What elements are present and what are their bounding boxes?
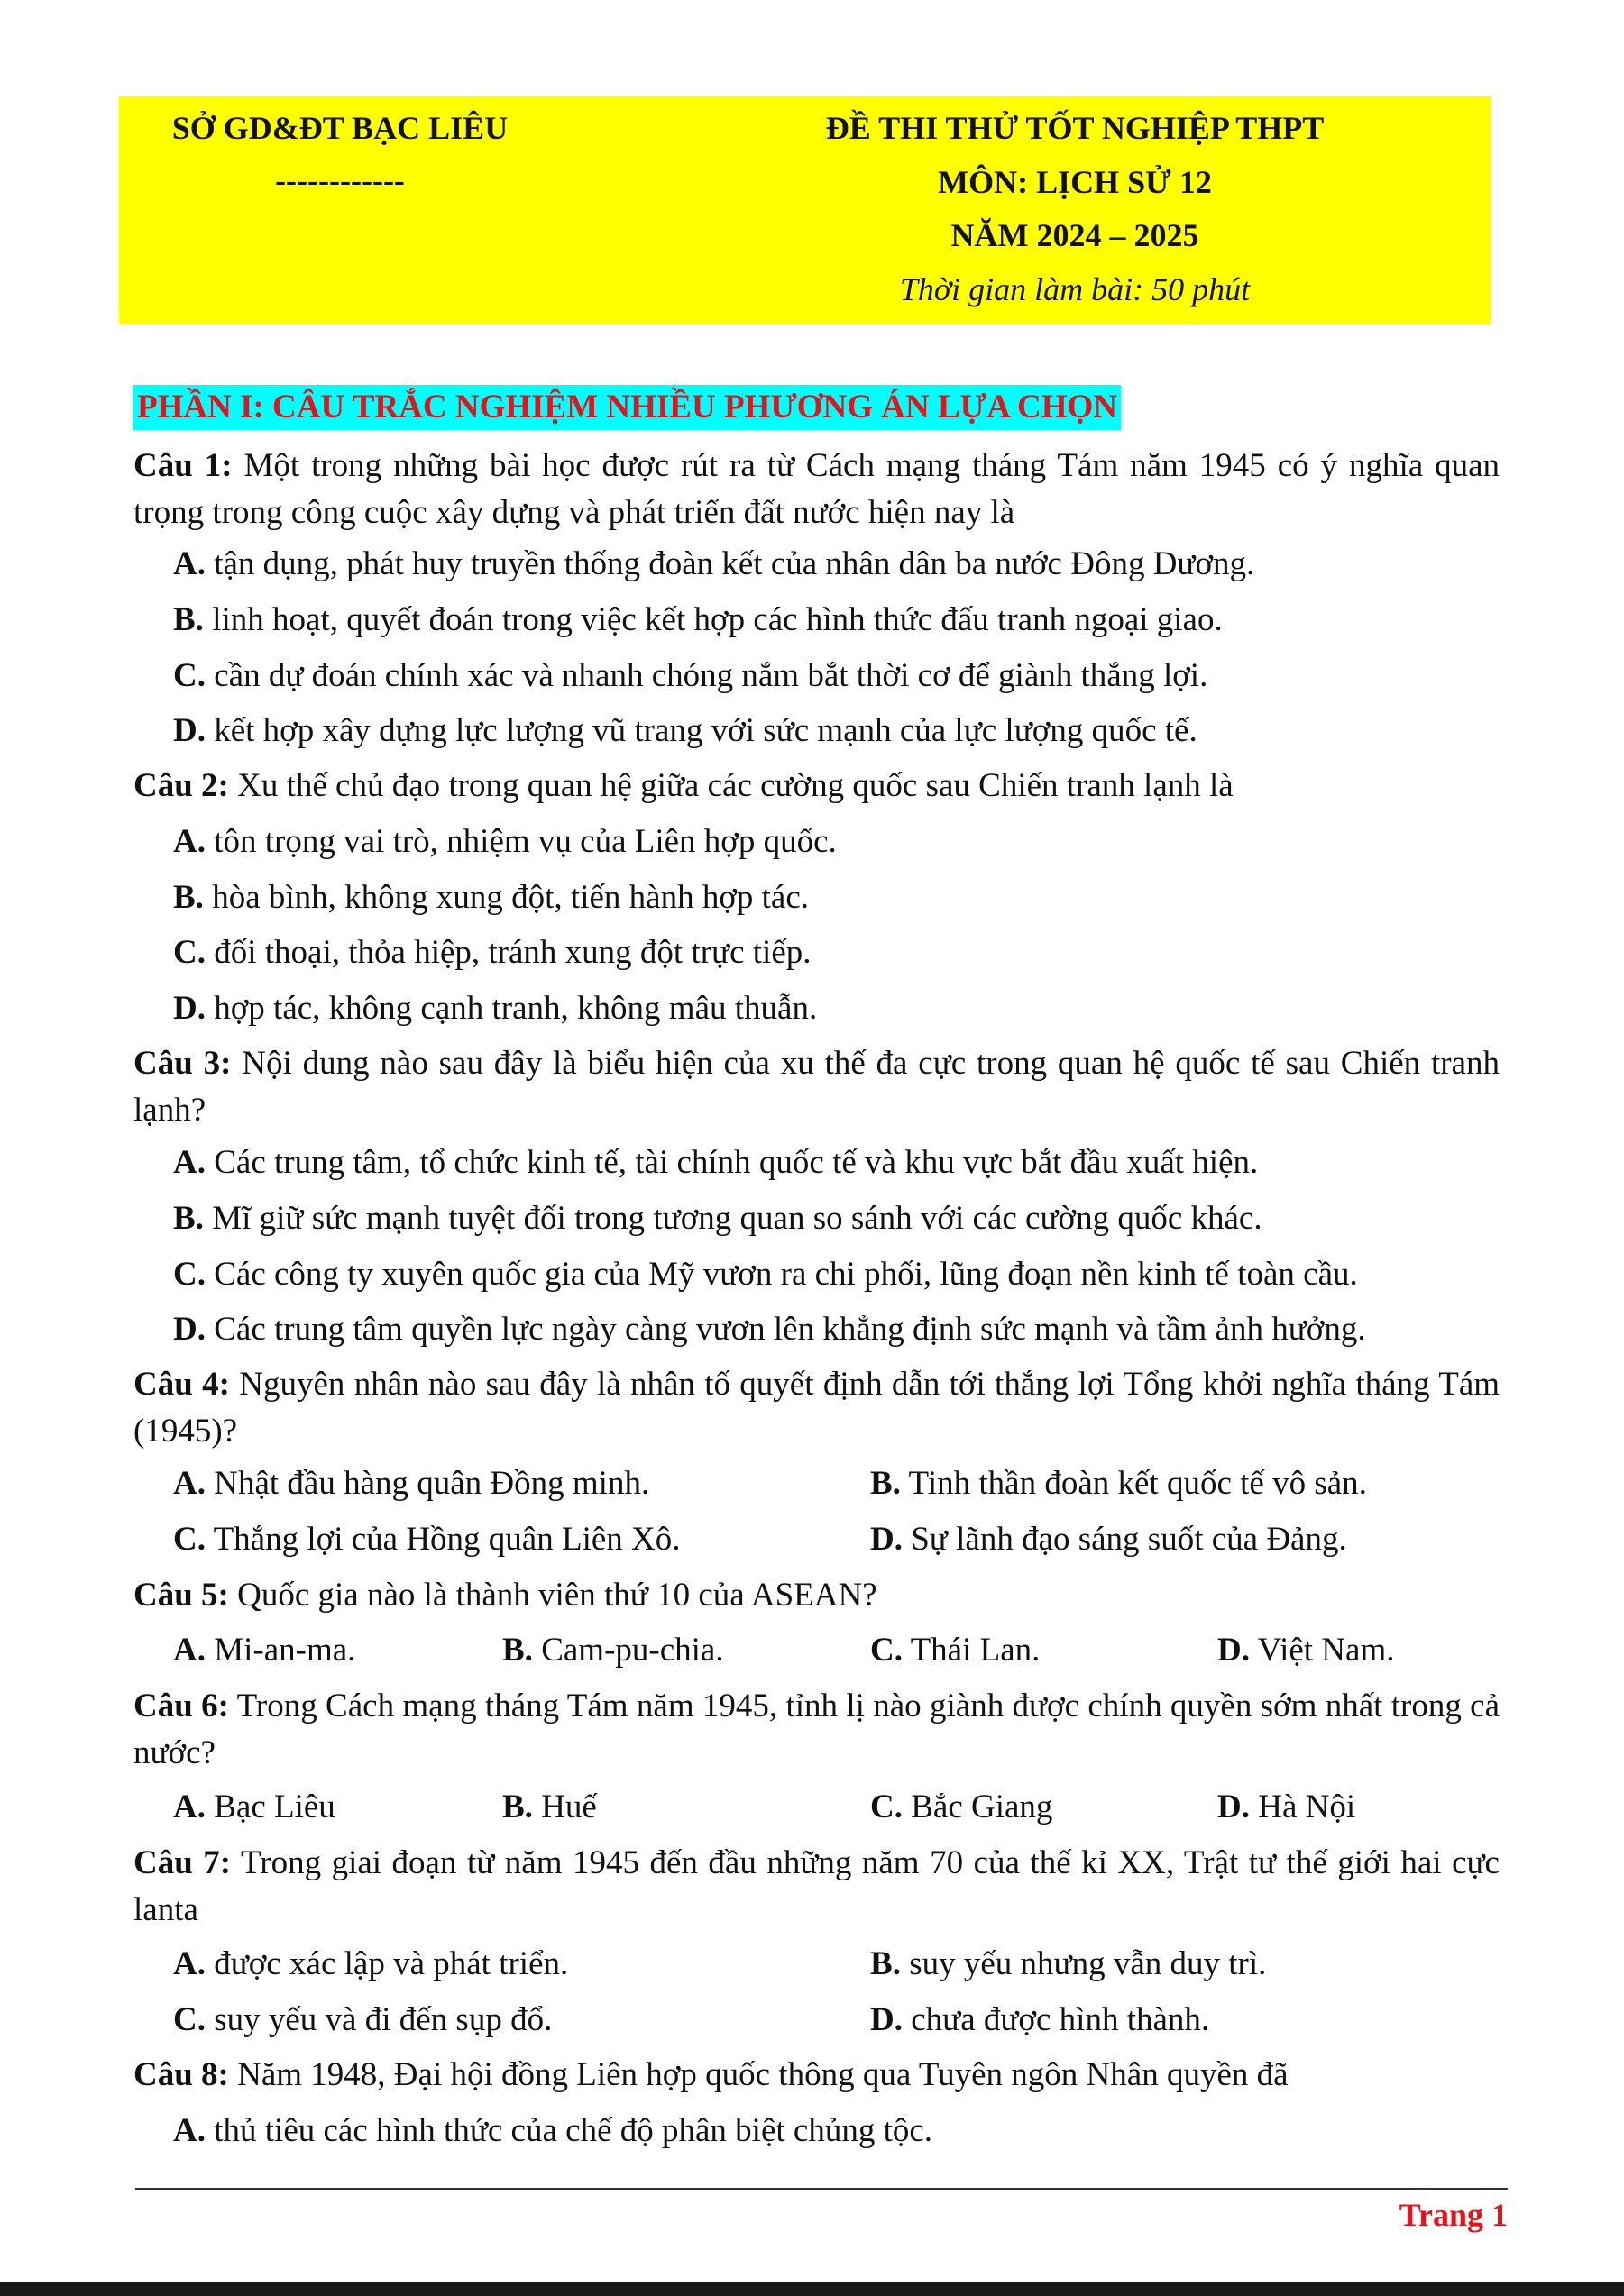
exam-year: NĂM 2024 – 2025: [950, 217, 1199, 253]
option-4c: C. Thắng lợi của Hồng quân Liên Xô.: [173, 1521, 681, 1558]
question-label: Câu 6:: [133, 1688, 229, 1724]
question-2: [133, 763, 1500, 810]
window-bottom-edge: [0, 2282, 1624, 2296]
question-text: Xu thế chủ đạo trong quan hệ giữa các cường quốc sau Chiến tranh lạnh là: [237, 767, 1234, 804]
option-7a: A. được xác lập và phát triển.: [173, 1945, 569, 1982]
question-text: Trong giai đoạn từ năm 1945 đến đầu những năm 70 của thế kỉ XX, Trật tư thế giới hai cực lanta: [133, 1844, 1500, 1928]
option-6c: C. Bắc Giang: [870, 1788, 1053, 1825]
option-1d: D. kết hợp xây dựng lực lượng vũ trang với sức mạnh của lực lượng quốc tế.: [173, 712, 1197, 749]
department-name: SỞ GD&ĐT BẠC LIÊU: [171, 110, 509, 146]
option-2b: B. hòa bình, không xung đột, tiến hành hợp tác.: [173, 879, 810, 916]
question-text: Quốc gia nào là thành viên thứ 10 của ASEAN?: [237, 1577, 877, 1614]
question-1: [133, 443, 1500, 536]
exam-subject: MÔN: LỊCH SỬ 12: [938, 164, 1212, 200]
question-text: Trong Cách mạng tháng Tám năm 1945, tỉnh lị nào giành được chính quyền sớm nhất trong cả nước?: [133, 1688, 1500, 1771]
footer-divider: [135, 2188, 1508, 2190]
option-7d: D. chưa được hình thành.: [870, 2001, 1210, 2038]
question-8: [133, 2052, 1500, 2099]
option-3a: A. Các trung tâm, tổ chức kinh tế, tài chính quốc tế và khu vực bắt đầu xuất hiện.: [173, 1144, 1259, 1181]
question-text: Nguyên nhân nào sau đây là nhân tố quyết định dẫn tới thắng lợi Tổng khởi nghĩa tháng Tám (1945)?: [133, 1366, 1500, 1450]
question-label: Câu 7:: [133, 1844, 232, 1881]
exam-header: [119, 96, 1491, 324]
option-5b: B. Cam-pu-chia.: [502, 1632, 724, 1669]
option-5d: D. Việt Nam.: [1217, 1632, 1395, 1669]
option-4d: D. Sự lãnh đạo sáng suốt của Đảng.: [870, 1521, 1347, 1558]
exam-time: Thời gian làm bài: 50 phút: [899, 271, 1251, 307]
question-text: Năm 1948, Đại hội đồng Liên hợp quốc thông qua Tuyên ngôn Nhân quyền đã: [237, 2056, 1289, 2093]
option-3b: B. Mĩ giữ sức mạnh tuyệt đối trong tương quan so sánh với các cường quốc khác.: [173, 1200, 1262, 1237]
question-label: Câu 5:: [133, 1577, 229, 1614]
question-6: [133, 1683, 1500, 1777]
option-1c: C. cần dự đoán chính xác và nhanh chóng nắm bắt thời cơ để giành thắng lợi.: [173, 657, 1208, 694]
question-label: Câu 2:: [133, 767, 229, 804]
page-number: Trang 1: [1399, 2197, 1508, 2233]
question-4: [133, 1361, 1500, 1455]
option-6b: B. Huế: [502, 1788, 597, 1825]
option-2c: C. đối thoại, thỏa hiệp, tránh xung đột trực tiếp.: [173, 934, 812, 971]
option-8a: A. thủ tiêu các hình thức của chế độ phân biệt chủng tộc.: [173, 2112, 933, 2149]
question-3: [133, 1040, 1500, 1134]
question-text: Một trong những bài học được rút ra từ Cách mạng tháng Tám năm 1945 có ý nghĩa quan trọng trong công cuộc xây dựng và phát triển đất nước hiện nay là: [133, 447, 1500, 531]
option-5c: C. Thái Lan.: [870, 1632, 1041, 1669]
option-3d: D. Các trung tâm quyền lực ngày càng vươn lên khẳng định sức mạnh và tầm ảnh hưởng.: [173, 1311, 1366, 1348]
option-4b: B. Tinh thần đoàn kết quốc tế vô sản.: [870, 1465, 1367, 1502]
option-6a: A. Bạc Liêu: [173, 1788, 335, 1825]
question-label: Câu 8:: [133, 2056, 229, 2093]
option-6d: D. Hà Nội: [1217, 1788, 1356, 1825]
section-title: PHẦN I: CÂU TRẮC NGHIỆM NHIỀU PHƯƠNG ÁN LỰA CHỌN: [133, 385, 1121, 430]
option-5a: A. Mi-an-ma.: [173, 1632, 356, 1669]
question-7: [133, 1840, 1500, 1934]
question-5: [133, 1572, 1500, 1619]
question-text: Nội dung nào sau đây là biểu hiện của xu thế đa cực trong quan hệ quốc tế sau Chiến tranh lạnh?: [133, 1045, 1500, 1129]
option-1b: B. linh hoạt, quyết đoán trong việc kết hợp các hình thức đấu tranh ngoại giao.: [173, 601, 1223, 638]
option-3c: C. Các công ty xuyên quốc gia của Mỹ vươn ra chi phối, lũng đoạn nền kinh tế toàn cầu.: [173, 1256, 1358, 1293]
option-2a: A. tôn trọng vai trò, nhiệm vụ của Liên hợp quốc.: [173, 823, 837, 860]
option-4a: A. Nhật đầu hàng quân Đồng minh.: [173, 1465, 650, 1502]
department-divider: ------------: [275, 162, 405, 198]
question-label: Câu 3:: [133, 1045, 232, 1082]
option-7b: B. suy yếu nhưng vẫn duy trì.: [870, 1945, 1267, 1982]
question-label: Câu 1:: [133, 447, 233, 484]
exam-title: ĐỀ THI THỬ TỐT NGHIỆP THPT: [825, 110, 1325, 146]
option-2d: D. hợp tác, không cạnh tranh, không mâu thuẫn.: [173, 990, 818, 1027]
question-label: Câu 4:: [133, 1366, 230, 1403]
option-1a: A. tận dụng, phát huy truyền thống đoàn kết của nhân dân ba nước Đông Dương.: [173, 545, 1255, 582]
option-7c: C. suy yếu và đi đến sụp đổ.: [173, 2001, 553, 2038]
